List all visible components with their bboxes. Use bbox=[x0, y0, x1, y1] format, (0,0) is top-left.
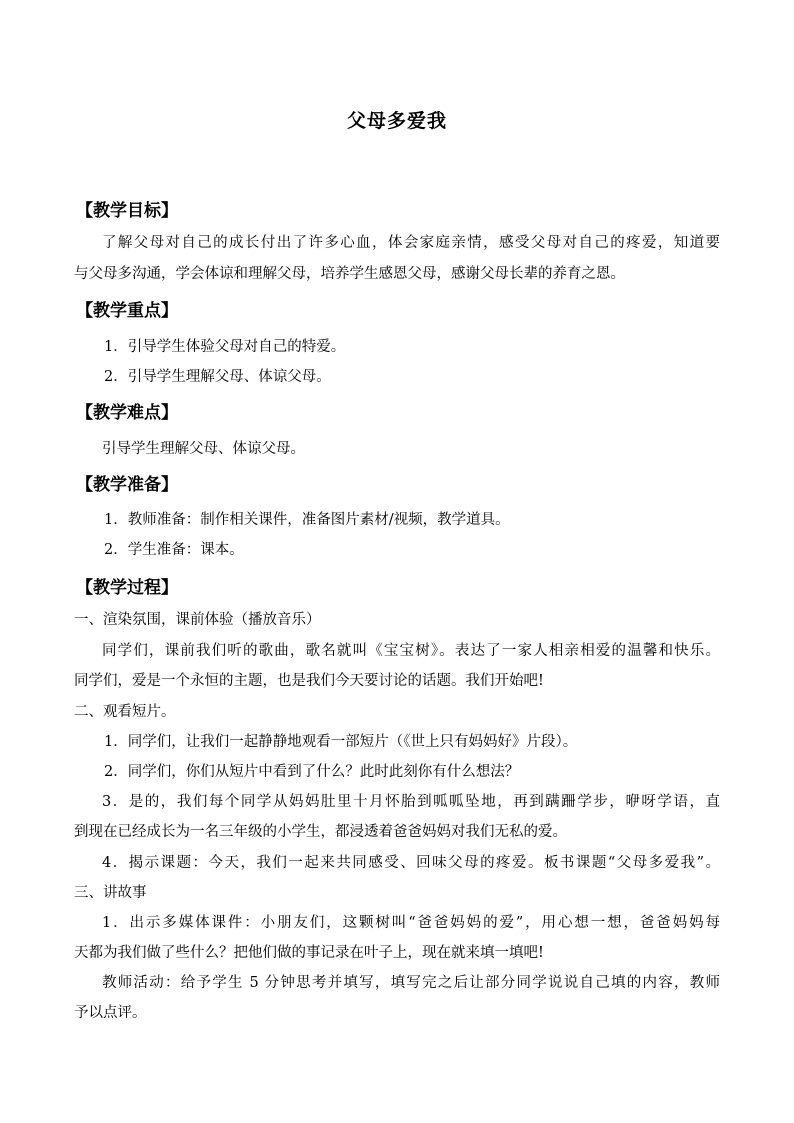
preparation-item-2: 2．学生准备：课本。 bbox=[104, 542, 244, 558]
process-part2-line-1: 1．同学们，让我们一起静静地观看一部短片（《世上只有妈妈好》片段）。 bbox=[104, 734, 578, 750]
section-heading-process: 【教学过程】 bbox=[76, 578, 178, 598]
process-part2-line-3: 3．是的，我们每个同学从妈妈肚里十月怀胎到呱呱坠地，再到蹒跚学步，咿呀学语，直 bbox=[102, 794, 720, 810]
section-heading-difficulties: 【教学难点】 bbox=[76, 403, 178, 423]
process-part3-line-2: 天都为我们做了些什么？把他们做的事记录在叶子上，现在就来填一填吧! bbox=[74, 945, 544, 961]
process-part3-line-1: 1．出示多媒体课件：小朋友们，这颗树叫“爸爸妈妈的爱”，用心想一想，爸爸妈妈每 bbox=[102, 915, 720, 931]
process-part1-line-2: 同学们，爱是一个永恒的主题，也是我们今天要讨论的话题。我们开始吧! bbox=[74, 673, 544, 689]
preparation-item-1: 1．教师准备：制作相关课件，准备图片素材/视频，教学道具。 bbox=[104, 512, 510, 528]
page-title: 父母多爱我 bbox=[346, 110, 447, 132]
process-part1-line-1: 同学们，课前我们听的歌曲，歌名就叫《宝宝树》。表达了一家人相亲相爱的温馨和快乐。 bbox=[102, 643, 720, 659]
section-heading-objectives: 【教学目标】 bbox=[76, 201, 178, 221]
key-point-item-2: 2．引导学生理解父母、体谅父母。 bbox=[104, 369, 331, 385]
process-part1-title: 一、渲染氛围，课前体验（播放音乐） bbox=[74, 612, 321, 628]
section-heading-key-points: 【教学重点】 bbox=[76, 301, 178, 321]
process-part2-line-4: 到现在已经成长为一名三年级的小学生，都浸透着爸爸妈妈对我们无私的爱。 bbox=[74, 824, 567, 840]
objectives-line-1: 了解父母对自己的成长付出了许多心血，体会家庭亲情，感受父母对自己的疼爱，知道要 bbox=[102, 235, 720, 251]
process-part2-title: 二、观看短片。 bbox=[74, 704, 176, 720]
key-point-item-1: 1．引导学生体验父母对自己的特爱。 bbox=[104, 339, 346, 355]
process-part3-line-3: 教师活动：给予学生 5 分钟思考并填写，填写完之后让部分同学说说自己填的内容，教师 bbox=[102, 975, 720, 991]
section-heading-preparation: 【教学准备】 bbox=[76, 475, 178, 495]
process-part2-line-2: 2．同学们，你们从短片中看到了什么？此时此刻你有什么想法？ bbox=[104, 764, 520, 780]
process-part2-line-5: 4．揭示课题：今天，我们一起来共同感受、回味父母的疼爱。板书课题“父母多爱我”。 bbox=[102, 855, 720, 871]
process-part3-line-4: 予以点评。 bbox=[74, 1005, 147, 1021]
difficulties-text: 引导学生理解父母、体谅父母。 bbox=[102, 441, 305, 457]
process-part3-title: 三、讲故事 bbox=[74, 885, 147, 901]
objectives-line-2: 与父母多沟通，学会体谅和理解父母，培养学生感恩父母，感谢父母长辈的养育之恩。 bbox=[74, 266, 625, 282]
